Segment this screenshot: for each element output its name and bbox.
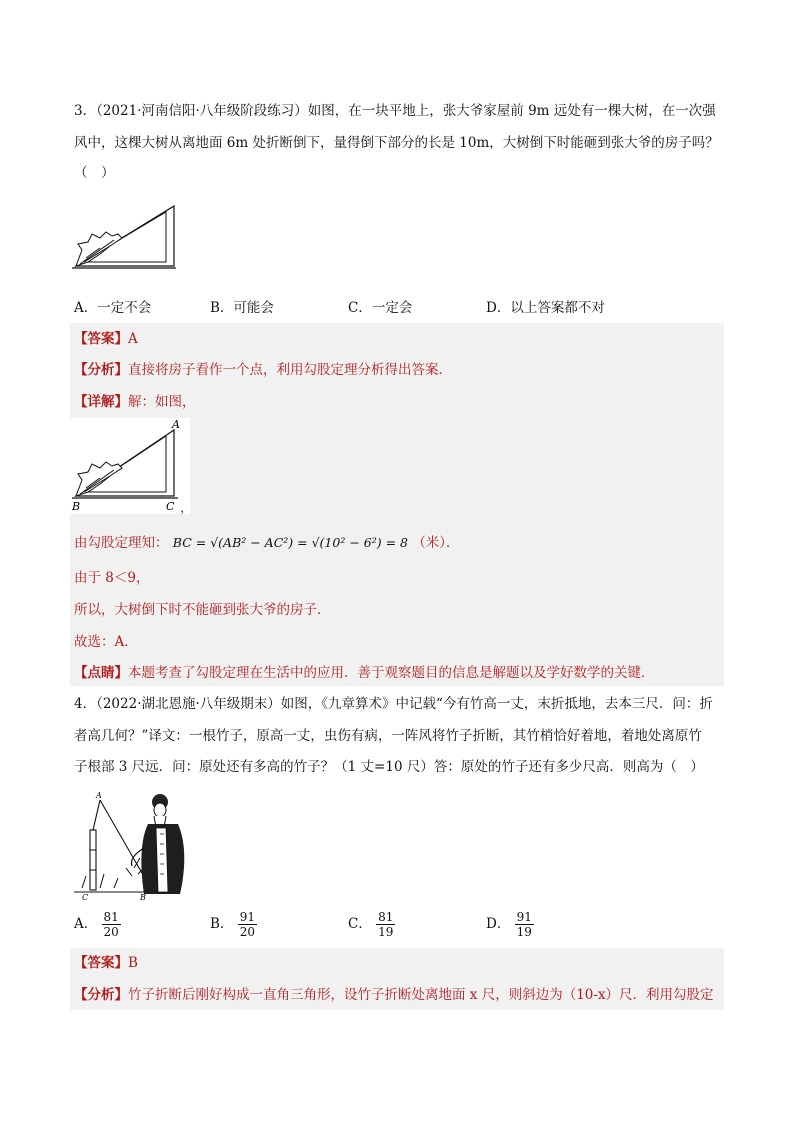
answer-tag: 【答案】 xyxy=(74,955,128,971)
q3-conclusion: 所以，大树倒下时不能砸到张大爷的房子． xyxy=(74,602,331,618)
q4-answer xyxy=(74,953,138,973)
formula-unit: （米）． xyxy=(412,535,460,551)
fraction-numerator: 91 xyxy=(239,910,255,924)
q3-labeled-triangle-figure xyxy=(70,418,190,514)
comment-text: 本题考查了勾股定理在生活中的应用．善于观察题目的信息是解题以及学好数学的关键． xyxy=(128,665,655,681)
q3-answer xyxy=(74,329,138,349)
vertex-label-c: C xyxy=(166,500,175,513)
q3-tree-figure xyxy=(70,198,182,273)
bamboo-label-c: C xyxy=(82,893,89,902)
fraction-numerator: 91 xyxy=(516,910,532,924)
vertex-label-a: A xyxy=(172,418,180,431)
option-letter: D． xyxy=(486,916,511,932)
fraction-denominator: 20 xyxy=(103,925,119,939)
option-fraction xyxy=(238,910,257,939)
answer-value: A xyxy=(128,331,138,347)
option-fraction xyxy=(102,910,121,939)
bamboo-label-a: A xyxy=(96,791,102,800)
option-letter: C． xyxy=(348,916,372,932)
q4-option-a xyxy=(74,910,121,939)
answer-tag: 【答案】 xyxy=(74,331,128,347)
q4-bamboo-scholar-figure xyxy=(74,788,206,902)
figure-tail-comma: ， xyxy=(180,500,194,516)
option-letter: B． xyxy=(210,916,234,932)
detail-tag: 【详解】 xyxy=(74,394,128,410)
q3-text-line-3: （ ） xyxy=(74,165,115,181)
fraction-numerator: 81 xyxy=(378,910,394,924)
q3-formula-line xyxy=(74,533,460,553)
q3-option-c: C．一定会 xyxy=(348,300,413,316)
q3-text-line-2: 风中，这棵大树从离地面 6m 处折断倒下，量得倒下部分的长是 10m，大树倒下时能砸到张大爷的房子吗？ xyxy=(74,135,719,151)
q3-since: 由于 8＜9， xyxy=(74,570,150,586)
bamboo-label-b: B xyxy=(140,893,146,902)
q4-text-line-1: 4．（2022·湖北恩施·八年级期末）如图，《九章算术》中记载“今有竹高一丈，末折抵地，去本三尺．问：折 xyxy=(74,696,713,712)
vertex-label-b: B xyxy=(72,500,81,513)
analysis-text: 竹子折断后刚好构成一直角三角形，设竹子折断处离地面 x 尺，则斜边为（10-x）尺．利用勾股定 xyxy=(128,987,714,1003)
formula-prefix: 由勾股定理知： xyxy=(74,535,169,551)
fraction-numerator: 81 xyxy=(103,910,119,924)
q3-analysis xyxy=(74,360,452,380)
analysis-tag: 【分析】 xyxy=(74,362,128,378)
q4-option-c xyxy=(348,910,395,939)
q3-detail xyxy=(74,392,196,412)
q3-text-line-1: 3．（2021·河南信阳·八年级阶段练习）如图，在一块平地上，张大爷家屋前 9m 远处有一棵大树，在一次强 xyxy=(74,103,716,119)
q4-option-d xyxy=(486,910,534,939)
q3-comment xyxy=(74,663,655,683)
q4-text-line-2: 者高几何？”译文：一根竹子，原高一丈，虫伤有病，一阵风将竹子折断，其竹梢恰好着地，着地处离原竹 xyxy=(74,728,702,744)
q4-option-b xyxy=(210,910,257,939)
option-letter: A． xyxy=(74,916,98,932)
q3-choice: 故选：A． xyxy=(74,634,138,650)
fraction-denominator: 19 xyxy=(378,925,394,939)
option-fraction xyxy=(376,910,395,939)
detail-text: 解：如图， xyxy=(128,394,196,410)
q3-option-d: D．以上答案都不对 xyxy=(486,300,605,316)
analysis-tag: 【分析】 xyxy=(74,987,128,1003)
q3-option-b: B．可能会 xyxy=(210,300,274,316)
formula: BC = √(AB² − AC²) = √(10² − 6²) = 8 xyxy=(172,535,408,550)
answer-value: B xyxy=(128,955,138,971)
fraction-denominator: 20 xyxy=(239,925,255,939)
q4-analysis xyxy=(74,985,714,1005)
fraction-denominator: 19 xyxy=(516,925,532,939)
q4-text-line-3: 子根部 3 尺远．问：原处还有多高的竹子？（1 丈=10 尺）答：原处的竹子还有多少尺高．则高为（ ） xyxy=(74,759,704,775)
q3-option-a: A．一定不会 xyxy=(74,300,152,316)
analysis-text: 直接将房子看作一个点，利用勾股定理分析得出答案． xyxy=(128,362,452,378)
option-fraction xyxy=(515,910,534,939)
comment-tag: 【点睛】 xyxy=(74,665,128,681)
